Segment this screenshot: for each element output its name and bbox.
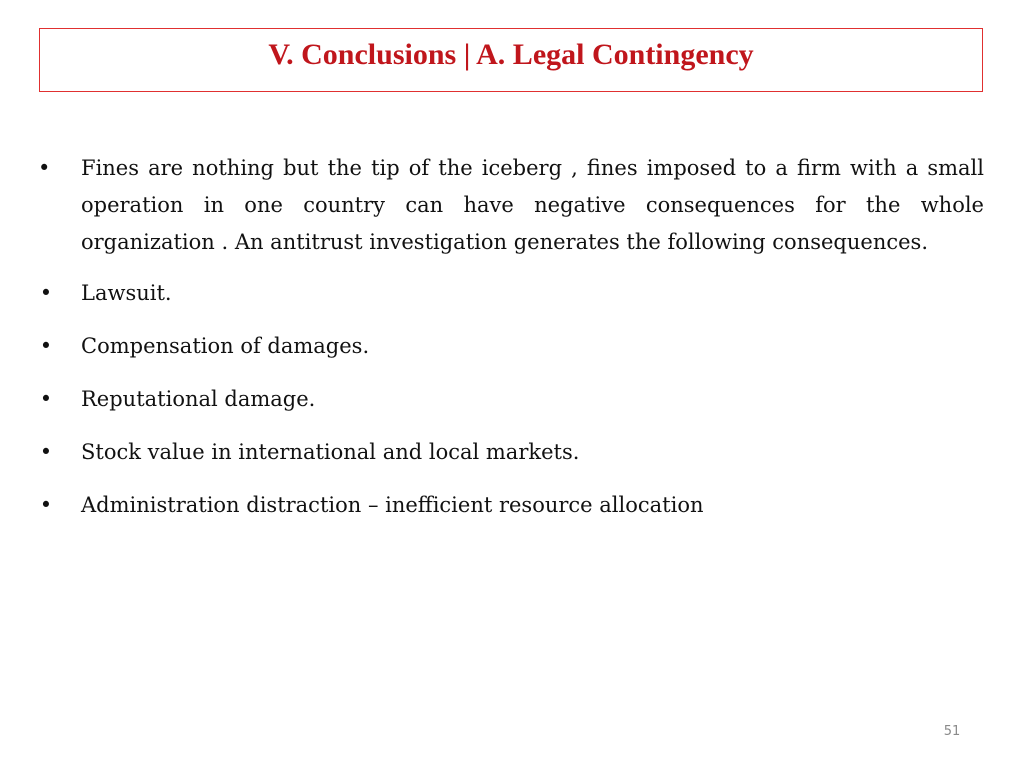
bullet-text: Reputational damage.: [81, 387, 316, 411]
bullet-list: [38, 150, 984, 540]
title-box: [39, 28, 983, 92]
bullet-icon: •: [39, 493, 53, 517]
bullet-text: Compensation of damages.: [81, 334, 370, 358]
bullet-item: [38, 275, 984, 312]
bullet-text: Fines are nothing but the tip of the iceberg , fines imposed to a firm with a small operation in one country can have negative consequences for the whole organization . An antitrust investigation generates the following consequences.: [81, 156, 984, 254]
bullet-item: [38, 487, 984, 524]
bullet-item: [38, 150, 984, 261]
bullet-text: Lawsuit.: [81, 281, 172, 305]
bullet-text: Stock value in international and local markets.: [81, 440, 580, 464]
bullet-item: [38, 328, 984, 365]
bullet-icon: •: [39, 281, 53, 305]
bullet-icon: •: [39, 387, 53, 411]
bullet-icon: •: [38, 156, 51, 180]
bullet-icon: •: [39, 440, 53, 464]
bullet-text: Administration distraction – inefficient resource allocation: [81, 493, 704, 517]
bullet-item: [38, 381, 984, 418]
bullet-icon: •: [39, 334, 53, 358]
slide-title: V. Conclusions | A. Legal Contingency: [268, 38, 754, 71]
page-number: 51: [943, 724, 961, 739]
bullet-item: [38, 434, 984, 471]
